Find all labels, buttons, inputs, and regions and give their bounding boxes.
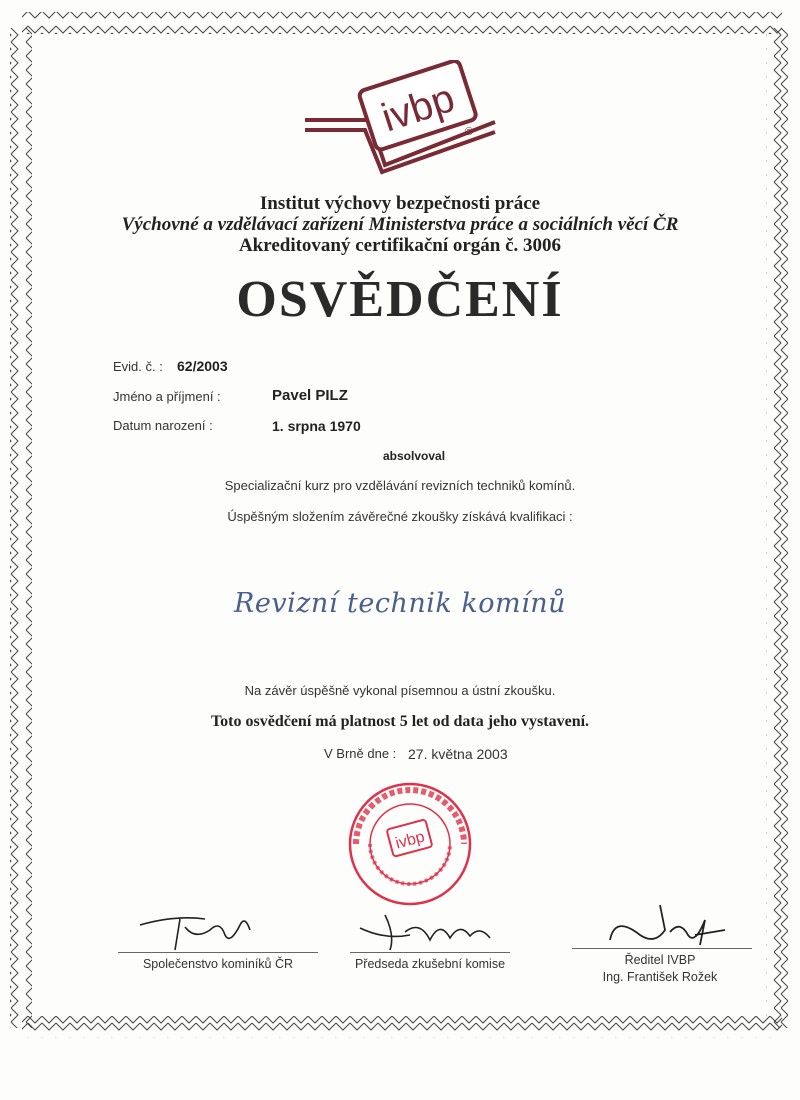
signature-middle [355, 910, 505, 955]
evid-value: 62/2003 [177, 358, 228, 374]
exam-result-text: Na závěr úspěšně vykonal písemnou a ústní zkoušku. [244, 683, 556, 698]
official-stamp [346, 780, 474, 908]
certificate-title: OSVĚDČENÍ [236, 271, 564, 328]
signature-line-middle [350, 952, 510, 953]
ivbp-logo [300, 60, 500, 180]
institute-name: Institut výchovy bezpečnosti práce [259, 193, 541, 214]
birth-value: 1. srpna 1970 [272, 418, 361, 434]
signature-label-middle: Předseda zkušební komise [354, 957, 506, 971]
exam-intro-text: Úspěšným složením závěrečné zkoušky získává kvalifikaci : [227, 509, 573, 524]
signature-left [135, 905, 275, 955]
signature-line-right [572, 948, 752, 949]
evid-label: Evid. č. : [113, 359, 163, 374]
svg-text:ivbp: ivbp [393, 828, 427, 853]
validity-text: Toto osvědčení má platnost 5 let od data jeho vystavení. [210, 713, 590, 730]
ministry-line: Výchovné a vzdělávací zařízení Ministerstva práce a sociálních věcí ČR [121, 214, 679, 235]
birth-label: Datum narození : [113, 418, 213, 433]
name-label: Jméno a příjmení : [113, 389, 221, 404]
signature-label-right-name: Ing. František Rožek [602, 970, 718, 984]
svg-text:ivbp: ivbp [376, 75, 460, 141]
signature-label-right-title: Ředitel IVBP [624, 953, 696, 967]
qualification-title: Revizní technik komínů [234, 588, 566, 619]
course-text: Specializační kurz pro vzdělávání revizních techniků komínů. [224, 478, 576, 493]
issue-date: 27. května 2003 [408, 746, 508, 762]
accreditation-line: Akreditovaný certifikační orgán č. 3006 [238, 235, 562, 256]
name-value: Pavel PILZ [272, 387, 348, 404]
completed-text: absolvoval [383, 449, 446, 463]
place-label: V Brně dne : [324, 746, 397, 761]
signature-right [600, 900, 730, 955]
svg-text:®: ® [465, 126, 474, 138]
signature-line-left [118, 952, 318, 953]
signature-label-left: Společenstvo kominíků ČR [142, 957, 294, 971]
